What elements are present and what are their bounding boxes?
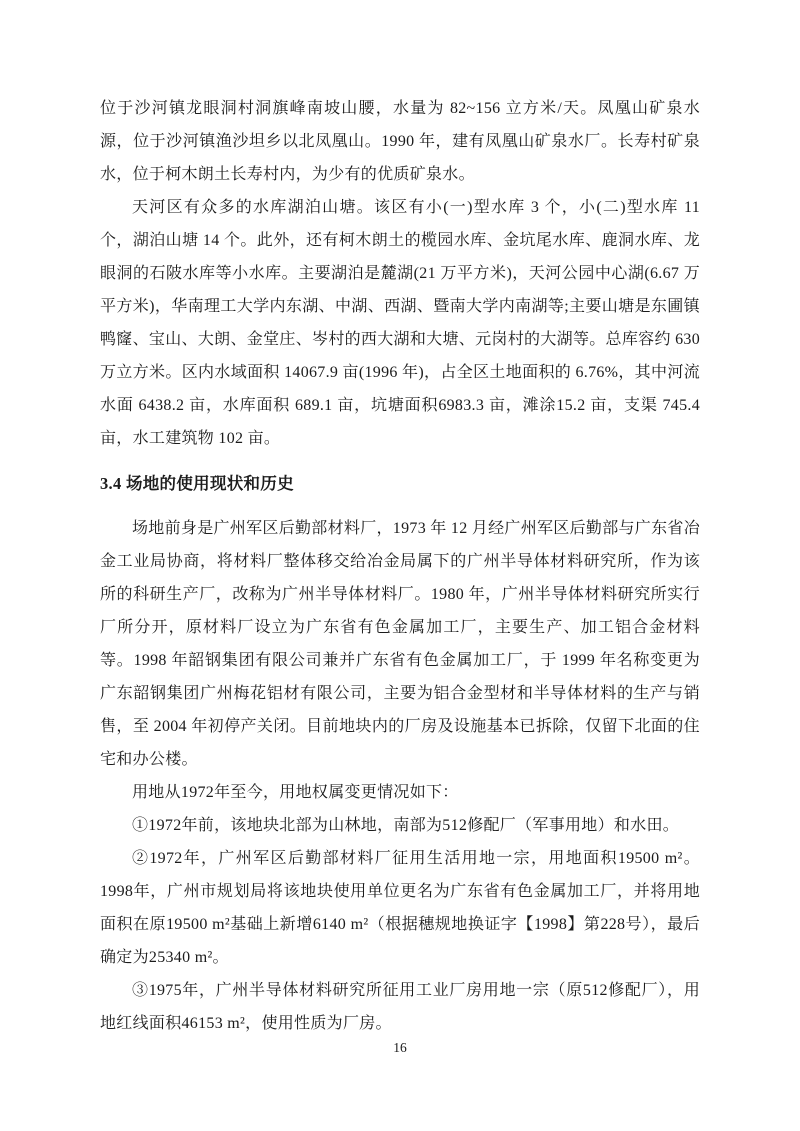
paragraph-mineral-water: 位于沙河镇龙眼洞村洞旗峰南坡山腰，水量为 82~156 立方米/天。凤凰山矿泉水源，位于沙河镇渔沙坦乡以北凤凰山。1990 年，建有凤凰山矿泉水厂。长寿村矿泉水，位于柯木朗土长寿村内，为少有的优质矿泉水。 [100, 100, 700, 183]
section-heading-3-4: 3.4 场地的使用现状和历史 [100, 474, 294, 493]
page-number: 16 [393, 1040, 407, 1055]
paragraph-site-history: 场地前身是广州军区后勤部材料厂，1973 年 12 月经广州军区后勤部与广东省冶金工业局协商，将材料厂整体移交给冶金局属下的广州半导体材料研究所，作为该所的科研生产厂，改称为广州半导体材料厂。1980 年，广州半导体材料研究所实行厂所分开，原材料厂设立为广东省有色金属加工厂，主要生产、加工铝合金材料等。1998 年韶钢集团有限公司兼并广东省有色金属加工厂，于 1999 年名称变更为广东韶钢集团广州梅花铝材有限公司，主要为铝合金型材和半导体材料的生产与销售，至 2004 年初停产关闭。目前地块内的厂房及设施基本已拆除，仅留下北面的住宅和办公楼。 [100, 520, 701, 768]
list-item-1975: ③1975年，广州半导体材料研究所征用工业厂房用地一宗（原512修配厂），用地红线面积46153 m²，使用性质为厂房。 [100, 982, 700, 1032]
list-item-1972-before: ①1972年前，该地块北部为山林地，南部为512修配厂（军事用地）和水田。 [132, 817, 680, 834]
paragraph-reservoirs: 天河区有众多的水库湖泊山塘。该区有小(一)型水库 3 个，小(二)型水库 11 个，湖泊山塘 14 个。此外，还有柯木朗土的榄园水库、金坑尾水库、鹿洞水库、龙眼洞的石陂水库等小水库。主要湖泊是麓湖(21 万平方米)，天河公园中心湖(6.67 万平方米)，华南理工大学内东湖、中湖、西湖、暨南大学内南湖等;主要山塘是东圃镇鸭窿、宝山、大朗、金堂庄、岑村的西大湖和大塘、元岗村的大湖等。总库容约 630 万立方米。区内水域面积 14067.9 亩(1996 年)，占全区土地面积的 6.76%，其中河流水面 6438.2 亩，水库面积 689.1 亩，坑塘面积6983.3 亩，滩涂15.2 亩，支渠 745.4 亩，水工建筑物 102 亩。 [100, 199, 700, 447]
paragraph-landuse-intro: 用地从1972年至今，用地权属变更情况如下： [132, 784, 459, 801]
list-item-1972: ②1972年，广州军区后勤部材料厂征用生活用地一宗，用地面积19500 m²。1998年，广州市规划局将该地块使用单位更名为广东省有色金属加工厂，并将用地面积在原19500 m²基础上新增6140 m²（根据穗规地换证字【1998】第228号），最后确定为25340 m²。 [100, 850, 700, 966]
